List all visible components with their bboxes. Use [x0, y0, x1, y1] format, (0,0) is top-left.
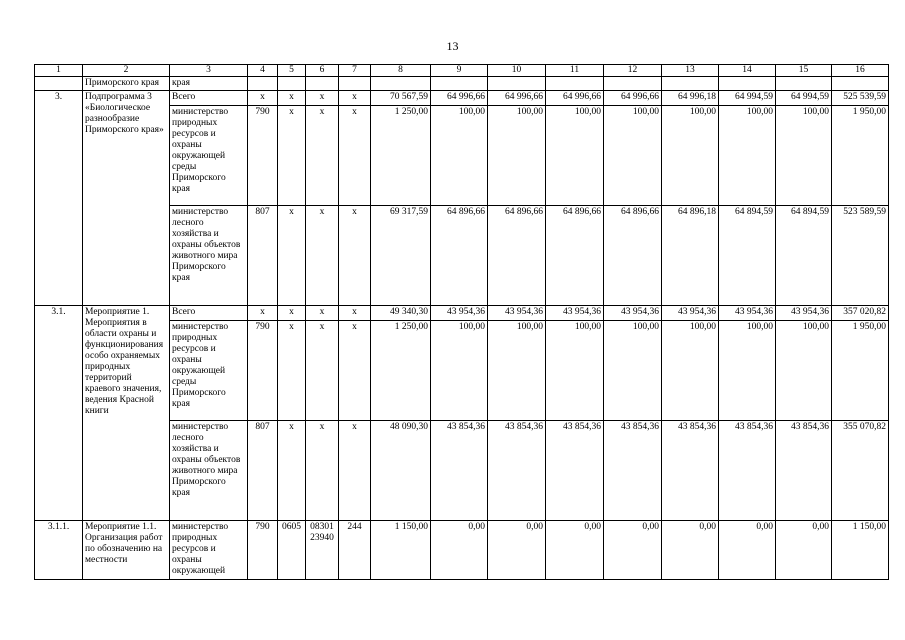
table-cell: Приморского края — [83, 77, 170, 91]
table-cell: 64 996,66 — [604, 91, 662, 106]
table-cell: 64 896,66 — [431, 206, 488, 306]
table-cell — [719, 77, 776, 91]
table-cell: 0,00 — [604, 521, 662, 580]
table-cell: 100,00 — [604, 106, 662, 206]
table-cell: министерство лесного хозяйства и охраны объектов животного мира Приморского края — [170, 206, 248, 306]
budget-table — [34, 64, 889, 580]
table-cell: Подпрограмма 3 «Биологическое разнообразие Приморского края» — [83, 91, 170, 306]
table-cell — [488, 77, 546, 91]
table-cell: 1 150,00 — [832, 521, 889, 580]
table-cell: х — [278, 421, 306, 521]
table-cell: 100,00 — [719, 106, 776, 206]
table-cell: х — [248, 91, 278, 106]
table-cell: 100,00 — [431, 106, 488, 206]
table-cell — [306, 77, 339, 91]
table-cell: 64 996,18 — [662, 91, 719, 106]
table-cell: 100,00 — [488, 106, 546, 206]
table-cell: 08301 23940 — [306, 521, 339, 580]
table-row — [35, 521, 889, 580]
table-cell: х — [339, 306, 371, 321]
table-cell: 0,00 — [546, 521, 604, 580]
table-cell: х — [306, 206, 339, 306]
table-cell: 64 996,66 — [546, 91, 604, 106]
table-cell: х — [306, 421, 339, 521]
table-cell: 43 854,36 — [719, 421, 776, 521]
table-cell: 43 954,36 — [604, 306, 662, 321]
column-header: 1 — [35, 65, 83, 77]
table-cell: 1 250,00 — [371, 321, 431, 421]
table-cell — [776, 77, 832, 91]
table-cell: 0,00 — [431, 521, 488, 580]
table-cell: 43 954,36 — [488, 306, 546, 321]
column-header: 4 — [248, 65, 278, 77]
table-cell: 1 150,00 — [371, 521, 431, 580]
table-cell: 3.1. — [35, 306, 83, 521]
table-cell: х — [339, 421, 371, 521]
table-cell: 1 950,00 — [832, 106, 889, 206]
table-cell: 64 994,59 — [719, 91, 776, 106]
column-header: 5 — [278, 65, 306, 77]
table-cell — [662, 77, 719, 91]
table-cell — [832, 77, 889, 91]
table-cell: х — [339, 106, 371, 206]
table-cell — [546, 77, 604, 91]
table-row — [35, 91, 889, 106]
table-cell: х — [339, 91, 371, 106]
table-cell: х — [278, 306, 306, 321]
table-cell: 43 854,36 — [488, 421, 546, 521]
table-cell — [35, 77, 83, 91]
table-cell: 64 894,59 — [719, 206, 776, 306]
table-cell — [278, 77, 306, 91]
table-cell: 100,00 — [546, 106, 604, 206]
page-number: 13 — [446, 39, 459, 53]
table-cell: 355 070,82 — [832, 421, 889, 521]
column-header: 10 — [488, 65, 546, 77]
table-cell: 1 950,00 — [832, 321, 889, 421]
table-body — [35, 65, 889, 580]
table-cell: х — [339, 206, 371, 306]
table-cell: х — [278, 321, 306, 421]
table-cell: Мероприятие 1.1. Организация работ по обозначению на местности — [83, 521, 170, 580]
table-cell: Всего — [170, 91, 248, 106]
column-number-row — [35, 65, 889, 77]
table-cell: министерство природных ресурсов и охраны окружающей среды Приморского края — [170, 321, 248, 421]
column-header: 14 — [719, 65, 776, 77]
table-row — [35, 306, 889, 321]
table-cell: 357 020,82 — [832, 306, 889, 321]
table-cell: 64 994,59 — [776, 91, 832, 106]
table-cell: 790 — [248, 106, 278, 206]
table-cell: 3.1.1. — [35, 521, 83, 580]
table-cell: 3. — [35, 91, 83, 306]
table-cell — [371, 77, 431, 91]
column-header: 15 — [776, 65, 832, 77]
table-cell: 790 — [248, 321, 278, 421]
table-cell: 100,00 — [719, 321, 776, 421]
table-cell: Всего — [170, 306, 248, 321]
table-cell: х — [306, 91, 339, 106]
table-cell: 43 954,36 — [719, 306, 776, 321]
table-cell: 100,00 — [662, 106, 719, 206]
table-cell: 43 954,36 — [431, 306, 488, 321]
table-cell: 100,00 — [546, 321, 604, 421]
table-cell: 100,00 — [776, 321, 832, 421]
table-cell: 43 954,36 — [546, 306, 604, 321]
column-header: 16 — [832, 65, 889, 77]
table-cell: 0,00 — [719, 521, 776, 580]
table-cell: х — [306, 321, 339, 421]
table-cell: 0,00 — [776, 521, 832, 580]
table-cell: 64 896,66 — [604, 206, 662, 306]
table-cell: 790 — [248, 521, 278, 580]
table-cell: х — [278, 206, 306, 306]
table-cell: 43 854,36 — [776, 421, 832, 521]
table-cell: министерство лесного хозяйства и охраны объектов животного мира Приморского края — [170, 421, 248, 521]
table-cell: 64 996,66 — [488, 91, 546, 106]
table-cell: 0605 — [278, 521, 306, 580]
column-header: 2 — [83, 65, 170, 77]
table-cell: 69 317,59 — [371, 206, 431, 306]
table-cell: 1 250,00 — [371, 106, 431, 206]
table-cell: х — [306, 306, 339, 321]
table-cell — [604, 77, 662, 91]
table-cell: 0,00 — [662, 521, 719, 580]
table-cell: 807 — [248, 421, 278, 521]
table-cell: 43 854,36 — [431, 421, 488, 521]
table-cell: 43 954,36 — [776, 306, 832, 321]
table-cell: 64 896,66 — [488, 206, 546, 306]
table-cell — [431, 77, 488, 91]
column-header: 7 — [339, 65, 371, 77]
table-cell: Мероприятие 1. Мероприятия в области охраны и функционирования особо охраняемых природных территорий краевого значения, ведения Красной книги — [83, 306, 170, 521]
table-cell: х — [339, 321, 371, 421]
table-cell: 0,00 — [488, 521, 546, 580]
table-cell: х — [248, 306, 278, 321]
table-cell: 100,00 — [662, 321, 719, 421]
table-cell: х — [278, 106, 306, 206]
table-cell: 64 896,18 — [662, 206, 719, 306]
table-cell: 43 854,36 — [604, 421, 662, 521]
table-cell: 64 894,59 — [776, 206, 832, 306]
table-cell: 100,00 — [604, 321, 662, 421]
column-header: 8 — [371, 65, 431, 77]
table-cell: 64 896,66 — [546, 206, 604, 306]
column-header: 9 — [431, 65, 488, 77]
table-cell — [339, 77, 371, 91]
table-cell — [248, 77, 278, 91]
table-cell: 43 954,36 — [662, 306, 719, 321]
table-cell: министерство природных ресурсов и охраны окружающей — [170, 521, 248, 580]
table-cell: 100,00 — [431, 321, 488, 421]
table-cell: 807 — [248, 206, 278, 306]
table-cell: края — [170, 77, 248, 91]
table-cell: 43 854,36 — [662, 421, 719, 521]
table-cell: 49 340,30 — [371, 306, 431, 321]
table-cell: 48 090,30 — [371, 421, 431, 521]
table-cell: 43 854,36 — [546, 421, 604, 521]
table-cell: 525 539,59 — [832, 91, 889, 106]
table-cell: министерство природных ресурсов и охраны окружающей среды Приморского края — [170, 106, 248, 206]
table-cell: х — [306, 106, 339, 206]
table-cell: х — [278, 91, 306, 106]
continuation-row — [35, 77, 889, 91]
table-cell: 64 996,66 — [431, 91, 488, 106]
table-cell: 523 589,59 — [832, 206, 889, 306]
table-cell: 100,00 — [776, 106, 832, 206]
column-header: 11 — [546, 65, 604, 77]
column-header: 3 — [170, 65, 248, 77]
column-header: 13 — [662, 65, 719, 77]
column-header: 12 — [604, 65, 662, 77]
table-cell: 100,00 — [488, 321, 546, 421]
column-header: 6 — [306, 65, 339, 77]
table-cell: 244 — [339, 521, 371, 580]
table-cell: 70 567,59 — [371, 91, 431, 106]
